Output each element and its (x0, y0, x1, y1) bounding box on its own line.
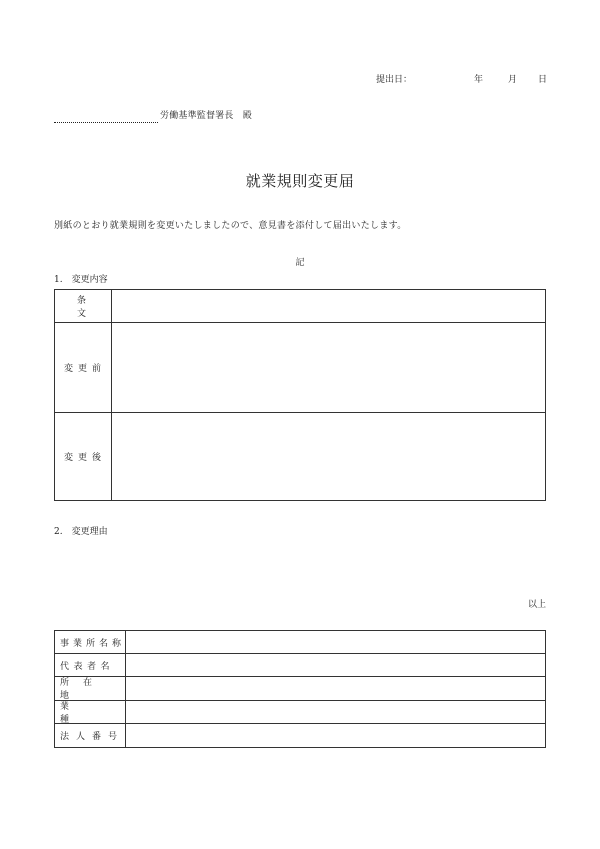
change-row-article (55, 290, 545, 323)
section2-heading: 2. 変更理由 (54, 527, 108, 537)
company-row-industry (55, 701, 545, 724)
company-info-table (54, 630, 546, 748)
company-name-field[interactable] (126, 631, 545, 653)
date-year-label: 年 (474, 75, 484, 85)
change-row-after (55, 413, 545, 500)
date-month-label: 月 (508, 75, 518, 85)
company-row-label: 所在地 (55, 677, 126, 699)
section1-heading: 1. 変更内容 (54, 275, 108, 285)
ki-mark: 記 (295, 258, 305, 268)
body-text: 別紙のとおり就業規則を変更いたしましたので、意見書を添付して届出いたします。 (54, 221, 407, 231)
submission-date-label: 提出日： (376, 75, 413, 85)
company-row-label: 業種 (55, 701, 126, 723)
recipient-label: 労働基準監督署長 殿 (160, 111, 253, 121)
change-row-label: 変更後 (55, 413, 112, 500)
date-day-label: 日 (538, 75, 548, 85)
recipient-office-blank[interactable] (54, 112, 158, 123)
change-article-field[interactable] (112, 290, 545, 322)
change-before-field[interactable] (112, 323, 545, 412)
change-row-before (55, 323, 545, 413)
company-row-representative (55, 654, 545, 677)
company-row-label: 事業所名称 (55, 631, 126, 653)
company-row-label: 代表者名 (55, 654, 126, 676)
change-row-label: 変更前 (55, 323, 112, 412)
company-row-label: 法人番号 (55, 724, 126, 747)
corporate-number-field[interactable] (126, 724, 545, 747)
address-field[interactable] (126, 677, 545, 699)
representative-name-field[interactable] (126, 654, 545, 676)
change-row-label: 条文 (55, 290, 112, 322)
change-content-table (54, 289, 546, 501)
industry-field[interactable] (126, 701, 545, 723)
closing-mark: 以上 (527, 600, 546, 610)
document-title: 就業規則変更届 (245, 172, 355, 190)
company-row-address (55, 677, 545, 700)
company-row-name (55, 631, 545, 654)
company-row-corporate-number (55, 724, 545, 747)
change-after-field[interactable] (112, 413, 545, 500)
submission-date (376, 72, 548, 86)
